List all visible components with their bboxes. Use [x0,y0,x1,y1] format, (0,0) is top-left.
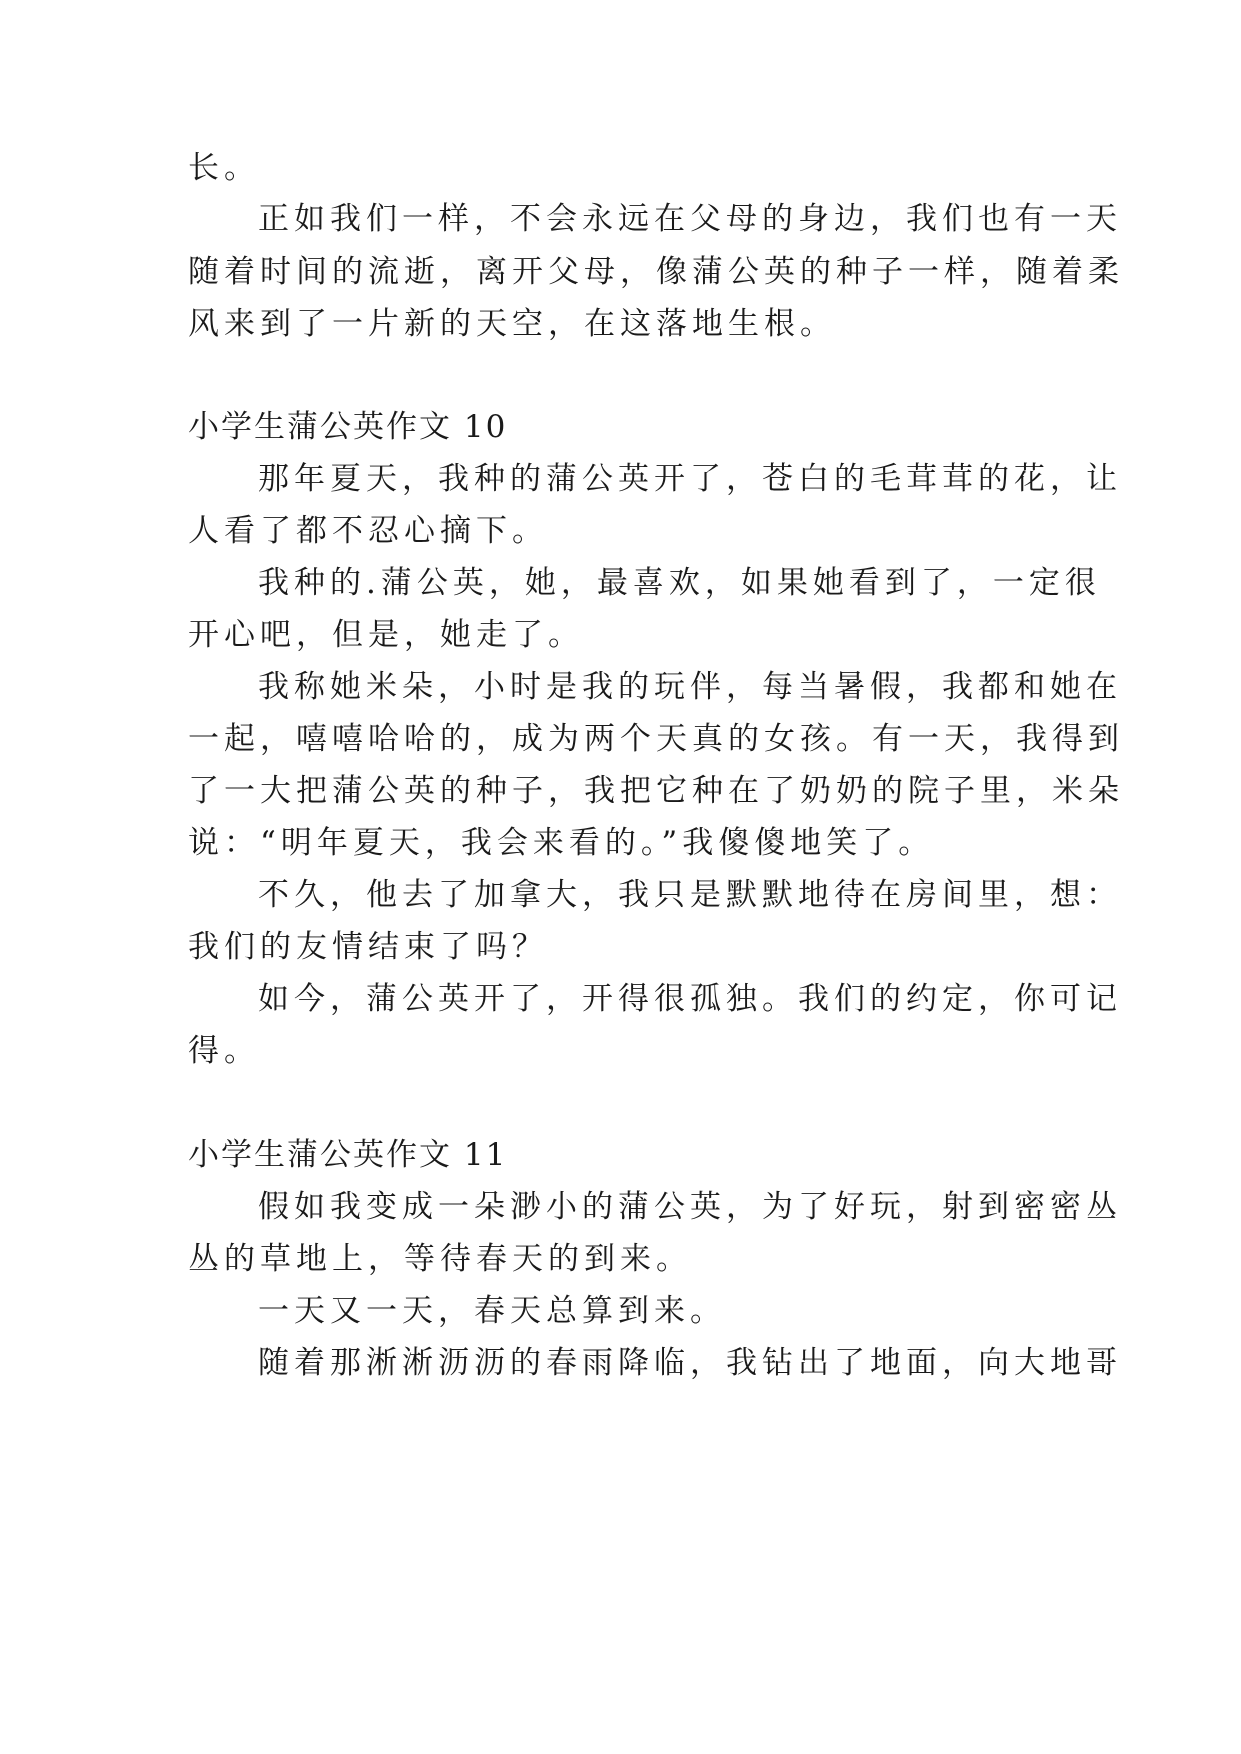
text-line: 我种的.蒲公英，她，最喜欢，如果她看到了，一定很 [258,565,1101,601]
text-line: 丛的草地上，等待春天的到来。 [188,1241,692,1277]
text-line: 了一大把蒲公英的种子，我把它种在了奶奶的院子里，米朵 [188,773,1124,809]
text-line: 正如我们一样，不会永远在父母的身边，我们也有一天 [258,201,1122,237]
text-line: 一天又一天，春天总算到来。 [258,1293,726,1329]
text-line: 那年夏天，我种的蒲公英开了，苍白的毛茸茸的花，让 [258,461,1122,497]
text-line: 我们的友情结束了吗？ [188,929,548,965]
text-line: 我称她米朵，小时是我的玩伴，每当暑假，我都和她在 [258,669,1122,705]
text-line: 随着那淅淅沥沥的春雨降临，我钻出了地面，向大地哥 [258,1345,1122,1381]
text-line: 说：“明年夏天，我会来看的。”我傻傻地笑了。 [188,825,935,861]
text-line: 假如我变成一朵渺小的蒲公英，为了好玩，射到密密丛 [258,1189,1122,1225]
text-line: 随着时间的流逝，离开父母，像蒲公英的种子一样，随着柔 [188,254,1124,290]
section-heading: 小学生蒲公英作文 10 [188,409,508,445]
text-line: 如今，蒲公英开了，开得很孤独。我们的约定，你可记 [258,981,1122,1017]
text-line: 得。 [188,1033,260,1069]
text-line: 风来到了一片新的天空，在这落地生根。 [188,306,836,342]
text-line: 一起，嘻嘻哈哈的，成为两个天真的女孩。有一天，我得到 [188,721,1124,757]
text-line: 人看了都不忍心摘下。 [188,513,548,549]
text-line: 不久，他去了加拿大，我只是默默地待在房间里，想： [258,877,1122,913]
text-line: 长。 [188,150,260,186]
section-heading: 小学生蒲公英作文 11 [188,1137,508,1173]
text-line: 开心吧，但是，她走了。 [188,617,584,653]
